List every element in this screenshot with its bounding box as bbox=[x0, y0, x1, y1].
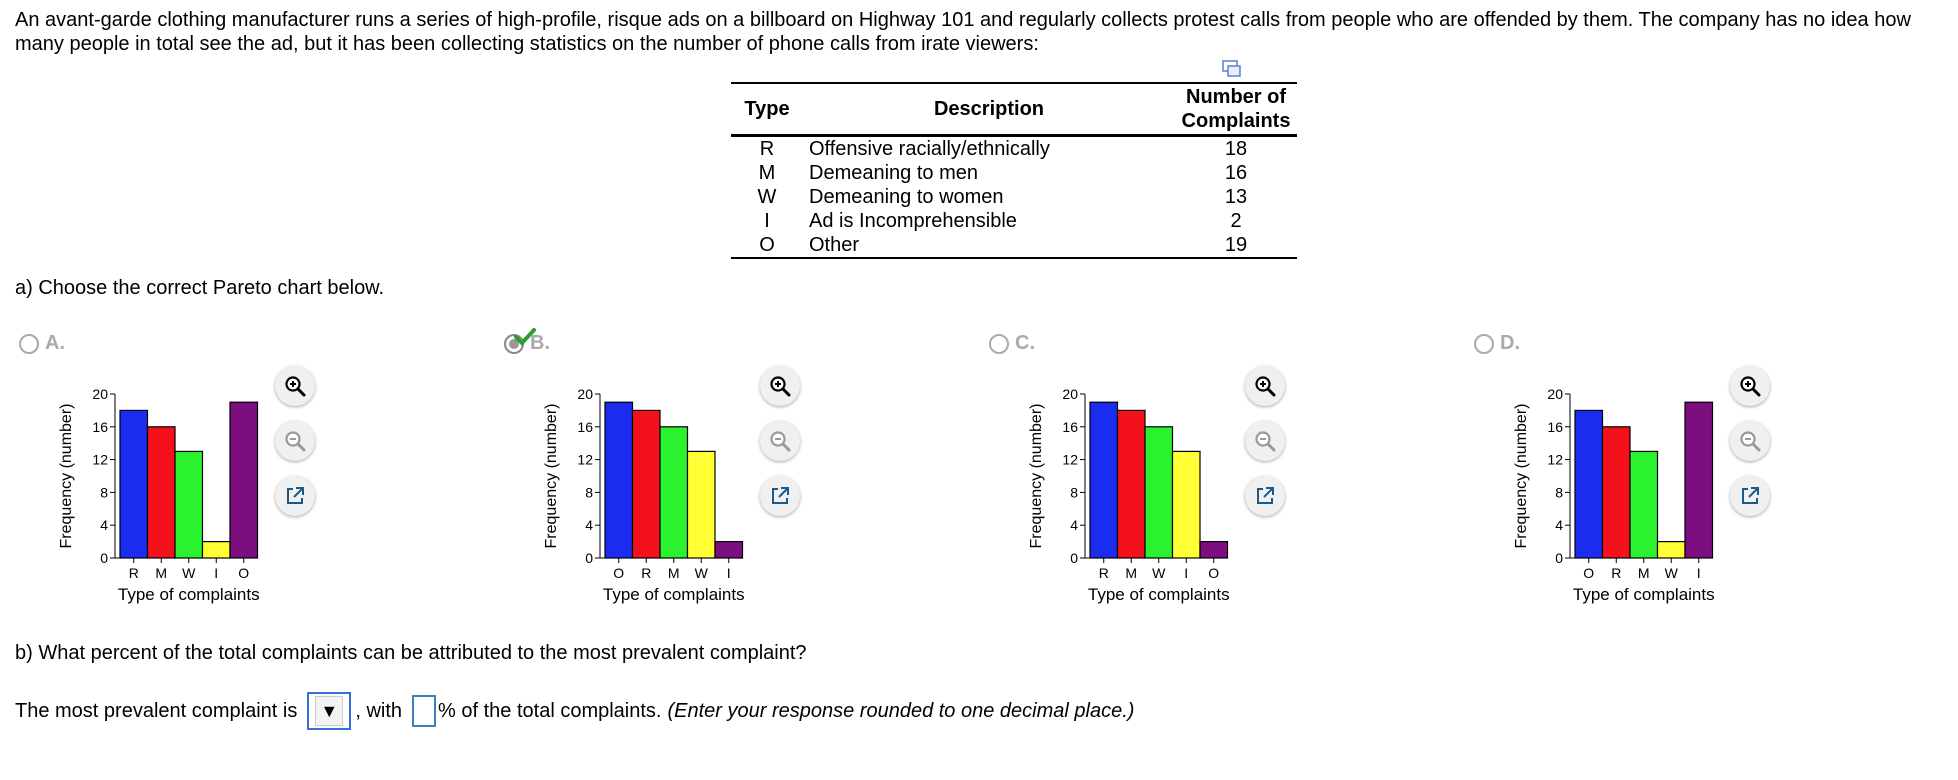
bar-r bbox=[633, 410, 661, 558]
copy-table-icon[interactable] bbox=[1222, 60, 1242, 78]
popout-icon[interactable] bbox=[1245, 476, 1285, 516]
bar-o bbox=[605, 402, 633, 558]
zoom-out-icon[interactable] bbox=[760, 421, 800, 461]
y-tick-label: 0 bbox=[1070, 550, 1078, 566]
y-tick-label: 16 bbox=[577, 418, 593, 435]
x-tick-label: O bbox=[1208, 565, 1220, 581]
row-count: 2 bbox=[1230, 210, 1242, 232]
answer-line bbox=[15, 692, 1134, 730]
bar-w bbox=[1658, 542, 1686, 558]
part-a-prompt: a) Choose the correct Pareto chart below. bbox=[15, 277, 385, 299]
x-tick-label: I bbox=[726, 565, 731, 581]
row-description: Ad is Incomprehensible bbox=[809, 210, 1017, 232]
x-tick-label: O bbox=[613, 565, 625, 581]
option-c[interactable] bbox=[985, 328, 1465, 628]
y-tick-label: 16 bbox=[1062, 418, 1078, 435]
zoom-in-icon[interactable] bbox=[760, 366, 800, 406]
y-tick-label: 20 bbox=[1547, 386, 1563, 402]
y-tick-label: 8 bbox=[585, 484, 593, 501]
row-description: Offensive racially/ethnically bbox=[809, 138, 1050, 160]
option-radio[interactable] bbox=[1474, 334, 1494, 354]
bar-r bbox=[120, 410, 148, 558]
y-tick-label: 4 bbox=[1070, 517, 1078, 534]
y-tick-label: 8 bbox=[1070, 484, 1078, 501]
table-row bbox=[731, 209, 1297, 233]
x-axis-title: Type of complaints bbox=[602, 585, 745, 604]
bar-i bbox=[1173, 451, 1201, 558]
bar-w bbox=[175, 451, 203, 558]
header-count bbox=[1175, 83, 1297, 136]
rounding-hint: (Enter your response rounded to one decimal place.) bbox=[667, 699, 1135, 722]
row-count: 18 bbox=[1224, 138, 1248, 160]
y-tick-label: 16 bbox=[92, 418, 108, 435]
x-axis-title: Type of complaints bbox=[1572, 585, 1715, 604]
y-tick-label: 4 bbox=[585, 517, 593, 534]
row-type: W bbox=[757, 186, 777, 208]
zoom-out-icon[interactable] bbox=[275, 421, 315, 461]
x-tick-label: I bbox=[1696, 565, 1701, 581]
option-d[interactable] bbox=[1470, 328, 1950, 628]
x-tick-label: W bbox=[1152, 565, 1166, 581]
bar-m bbox=[660, 427, 688, 558]
y-tick-label: 4 bbox=[100, 517, 108, 534]
y-tick-label: 4 bbox=[1555, 517, 1563, 534]
option-letter: C. bbox=[1015, 332, 1035, 354]
answer-suffix: % of the total complaints. bbox=[438, 699, 662, 722]
x-tick-label: M bbox=[1637, 565, 1650, 581]
row-description: Demeaning to women bbox=[809, 186, 1004, 208]
popout-icon[interactable] bbox=[275, 476, 315, 516]
row-type: O bbox=[731, 233, 803, 258]
bar-w bbox=[688, 451, 716, 558]
y-axis-title: Frequency (number) bbox=[1513, 403, 1530, 549]
bar-r bbox=[1603, 427, 1631, 558]
bar-r bbox=[1090, 402, 1118, 558]
x-tick-label: O bbox=[238, 565, 250, 581]
y-tick-label: 0 bbox=[100, 550, 108, 566]
option-letter: A. bbox=[45, 332, 65, 354]
answer-prefix: The most prevalent complaint is bbox=[15, 699, 298, 722]
bar-m bbox=[1630, 451, 1658, 558]
y-tick-label: 12 bbox=[1547, 451, 1563, 468]
bar-o bbox=[1575, 410, 1603, 558]
y-tick-label: 0 bbox=[1555, 550, 1563, 566]
row-type: R bbox=[759, 138, 775, 160]
option-radio[interactable] bbox=[989, 334, 1009, 354]
bar-i bbox=[1685, 402, 1713, 558]
y-axis-title: Frequency (number) bbox=[58, 403, 75, 549]
row-count: 19 bbox=[1175, 233, 1297, 258]
complaint-type-dropdown[interactable] bbox=[307, 692, 351, 730]
x-tick-label: M bbox=[1125, 565, 1138, 581]
popout-icon[interactable] bbox=[760, 476, 800, 516]
x-tick-label: I bbox=[1184, 565, 1189, 581]
y-tick-label: 12 bbox=[92, 451, 108, 468]
row-description: Demeaning to men bbox=[809, 162, 978, 184]
pareto-chart bbox=[1500, 383, 1730, 613]
table-row bbox=[731, 233, 1297, 258]
header-count-line2: Complaints bbox=[1181, 110, 1291, 132]
table-row bbox=[731, 136, 1297, 162]
y-tick-label: 16 bbox=[1547, 418, 1563, 435]
x-tick-label: M bbox=[667, 565, 680, 581]
zoom-out-icon[interactable] bbox=[1245, 421, 1285, 461]
header-description: Description bbox=[803, 83, 1175, 136]
y-tick-label: 12 bbox=[1062, 451, 1078, 468]
answer-middle: , with bbox=[355, 699, 403, 722]
row-count: 13 bbox=[1224, 186, 1248, 208]
y-tick-label: 20 bbox=[92, 386, 108, 402]
popout-icon[interactable] bbox=[1730, 476, 1770, 516]
y-tick-label: 12 bbox=[577, 451, 593, 468]
x-tick-label: O bbox=[1583, 565, 1595, 581]
row-type: M bbox=[758, 162, 776, 184]
y-tick-label: 8 bbox=[100, 484, 108, 501]
x-axis-title: Type of complaints bbox=[117, 585, 260, 604]
option-header[interactable] bbox=[989, 332, 1035, 355]
x-tick-label: R bbox=[641, 565, 652, 581]
x-tick-label: W bbox=[182, 565, 196, 581]
y-tick-label: 0 bbox=[585, 550, 593, 566]
part-b-prompt: b) What percent of the total complaints can be attributed to the most prevalent complaint? bbox=[15, 642, 807, 664]
option-header[interactable] bbox=[504, 332, 550, 355]
table-row bbox=[731, 161, 1297, 185]
dropdown-arrow-icon[interactable]: ▼ bbox=[315, 696, 343, 726]
x-tick-label: W bbox=[694, 565, 708, 581]
y-tick-label: 20 bbox=[577, 386, 593, 402]
percent-input[interactable] bbox=[412, 695, 436, 727]
option-b[interactable] bbox=[500, 328, 980, 628]
zoom-in-icon[interactable] bbox=[1730, 366, 1770, 406]
header-count-line1: Number of bbox=[1186, 86, 1286, 108]
table-row bbox=[731, 185, 1297, 209]
row-count: 16 bbox=[1224, 162, 1248, 184]
x-tick-label: R bbox=[1098, 565, 1109, 581]
option-radio[interactable] bbox=[19, 334, 39, 354]
x-tick-label: I bbox=[214, 565, 219, 581]
x-tick-label: R bbox=[1611, 565, 1622, 581]
bar-o bbox=[230, 402, 258, 558]
y-axis-title: Frequency (number) bbox=[543, 403, 560, 549]
problem-statement: An avant-garde clothing manufacturer runs a series of high-profile, risque ads on a billboard on Highway 101 and regularly collects protest calls from people who are offended by them. The company has no idea how many people in total see the ad, but it has been collecting statistics on the number of phone calls from irate viewers: bbox=[15, 9, 1911, 55]
bar-i bbox=[203, 542, 231, 558]
bar-i bbox=[715, 542, 743, 558]
option-letter: B. bbox=[530, 332, 550, 354]
x-tick-label: R bbox=[128, 565, 139, 581]
row-type: I bbox=[764, 210, 770, 232]
y-tick-label: 20 bbox=[1062, 386, 1078, 402]
x-tick-label: W bbox=[1664, 565, 1678, 581]
zoom-in-icon[interactable] bbox=[275, 366, 315, 406]
y-tick-label: 8 bbox=[1555, 484, 1563, 501]
zoom-out-icon[interactable] bbox=[1730, 421, 1770, 461]
option-a[interactable] bbox=[15, 328, 495, 628]
pareto-chart bbox=[45, 383, 275, 613]
pareto-chart bbox=[530, 383, 760, 613]
bar-w bbox=[1145, 427, 1173, 558]
bar-m bbox=[148, 427, 176, 558]
bar-o bbox=[1200, 542, 1228, 558]
header-type: Type bbox=[731, 83, 803, 136]
option-header[interactable] bbox=[1474, 332, 1520, 355]
pareto-chart bbox=[1015, 383, 1245, 613]
x-tick-label: M bbox=[155, 565, 168, 581]
option-header[interactable] bbox=[19, 332, 65, 355]
correct-checkmark-icon bbox=[514, 328, 536, 346]
bar-m bbox=[1118, 410, 1146, 558]
x-axis-title: Type of complaints bbox=[1087, 585, 1230, 604]
y-axis-title: Frequency (number) bbox=[1028, 403, 1045, 549]
row-description: Other bbox=[803, 233, 1175, 258]
option-letter: D. bbox=[1500, 332, 1520, 354]
zoom-in-icon[interactable] bbox=[1245, 366, 1285, 406]
complaints-table bbox=[731, 82, 1297, 259]
